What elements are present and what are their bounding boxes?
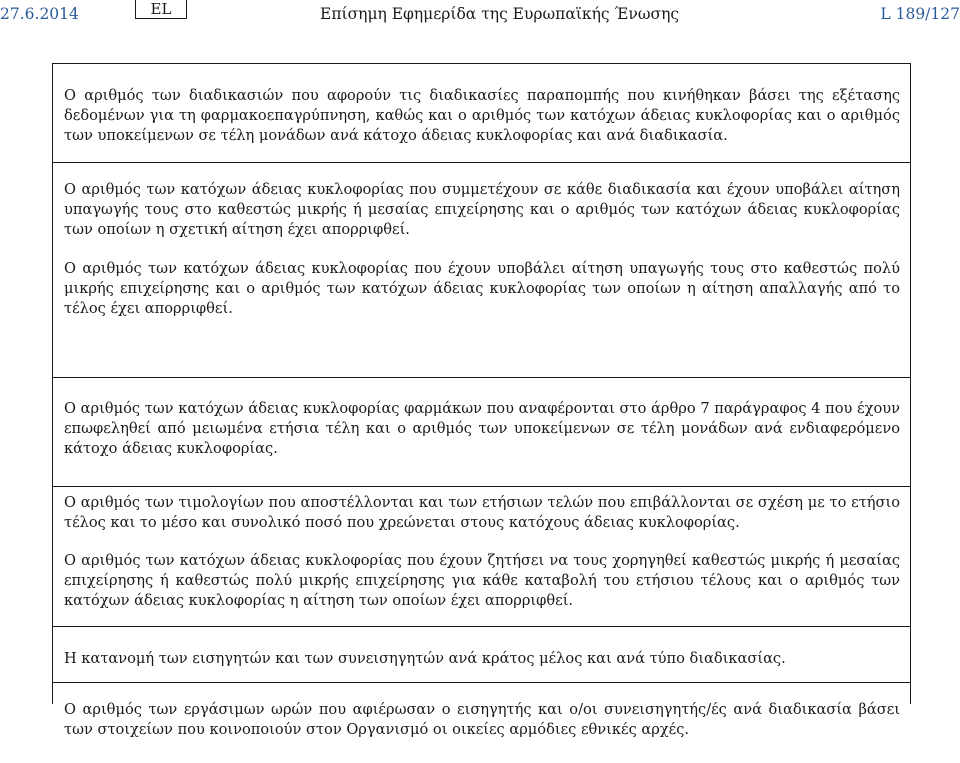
row-paragraph: Ο αριθμός των κατόχων άδειας κυκλοφορίας που έχουν υποβάλει αίτηση υπαγωγής τους στο καθεστώς πολύ μικρής επιχείρησης και ο αριθμός των κατόχων άδειας κυκλοφορίας των οποίων η αίτηση απαλλαγής από το τέλος έχει απορριφθεί.	[64, 260, 900, 317]
row-paragraph: Ο αριθμός των τιμολογίων που αποστέλλονται και των ετήσιων τελών που επιβάλλονται σε σχέση με το ετήσιο τέλος και το μέσο και συνολικό ποσό που χρεώνεται στους κατόχους άδειας κυκλοφορίας.	[64, 494, 900, 531]
row-paragraph: Ο αριθμός των εργάσιμων ωρών που αφιέρωσαν ο εισηγητής και ο/οι συνεισηγητής/ές ανά διαδικασία βάσει των στοιχείων που κοινοποιούν στον Οργανισμό οι οικείες αρμόδιες εθνικές αρχές.	[64, 701, 900, 738]
table-row	[53, 487, 910, 627]
row-paragraph: Ο αριθμός των κατόχων άδειας κυκλοφορίας φαρμάκων που αναφέρονται στο άρθρο 7 παράγραφος 4 που έχουν επωφεληθεί από μειωμένα ετήσια τέλη και ο αριθμός των υποκείμενων σε τέλη μονάδων ανά ενδιαφερόμενο κάτοχο άδειας κυκλοφορίας.	[64, 400, 900, 457]
table-row	[53, 163, 910, 378]
row-paragraph: Ο αριθμός των διαδικασιών που αφορούν τις διαδικασίες παραπομπής που κινήθηκαν βάσει της εξέτασης δεδομένων για τη φαρμακοεπαγρύπνηση, καθώς και ο αριθμός των κατόχων άδειας κυκλοφορίας και ο αριθμός των υποκείμενων σε τέλη μονάδων ανά κάτοχο άδειας κυκλοφορίας και ανά διαδικασία.	[64, 87, 900, 144]
row-paragraph: Ο αριθμός των κατόχων άδειας κυκλοφορίας που έχουν ζητήσει να τους χορηγηθεί καθεστώς μικρής ή μεσαίας επιχείρησης ή καθεστώς πολύ μικρής επιχείρησης για κάθε καταβολή του ετήσιου τέλους και ο αριθμός των κατόχων άδειας κυκλοφορίας η αίτηση των οποίων έχει απορριφθεί.	[64, 552, 900, 609]
table-row	[53, 627, 910, 683]
table-row	[53, 64, 910, 163]
row-paragraph: Η κατανομή των εισηγητών και των συνεισηγητών ανά κράτος μέλος και ανά τύπο διαδικασίας.	[64, 650, 786, 667]
table-row	[53, 378, 910, 487]
journal-title: Επίσημη Εφημερίδα της Ευρωπαϊκής Ένωσης	[320, 5, 680, 23]
page-header	[0, 0, 960, 30]
table-row	[53, 683, 910, 763]
row-paragraph: Ο αριθμός των κατόχων άδειας κυκλοφορίας που συμμετέχουν σε κάθε διαδικασία και έχουν υποβάλει αίτηση υπαγωγής τους στο καθεστώς μικρής ή μεσαίας επιχείρησης και ο αριθμός των κατόχων άδειας κυκλοφορίας των οποίων η σχετική αίτηση έχει απορριφθεί.	[64, 181, 900, 238]
data-requirements-table	[52, 63, 911, 738]
publication-date: 27.6.2014	[0, 5, 79, 23]
page-reference: L 189/127	[880, 5, 960, 23]
language-badge: EL	[135, 0, 187, 19]
